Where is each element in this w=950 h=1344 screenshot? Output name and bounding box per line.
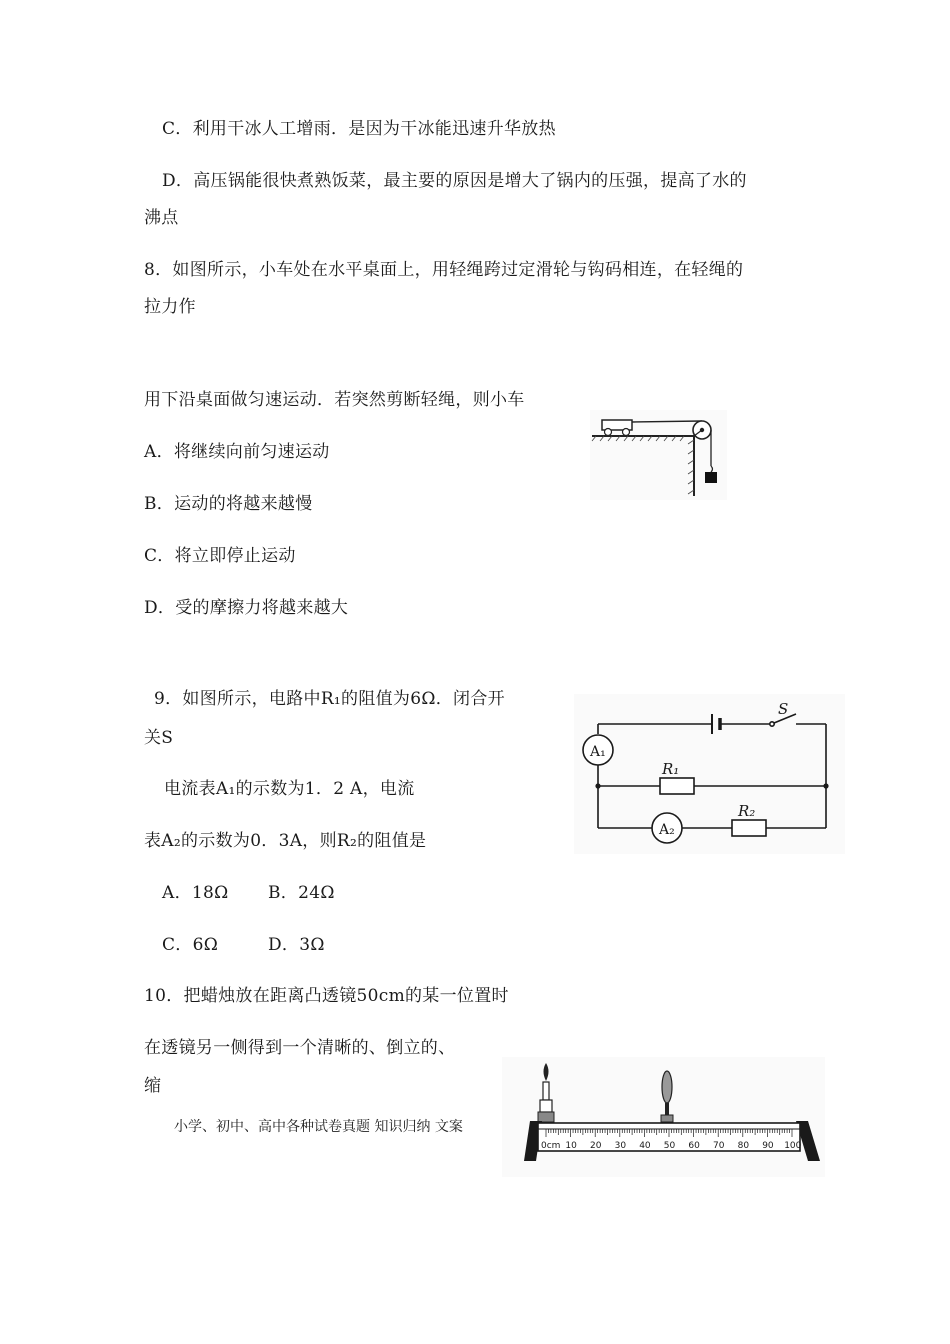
q9-option-a: A．18Ω — [162, 883, 229, 903]
cart-pulley-figure — [590, 410, 727, 500]
q9-stem-line4: 表A₂的示数为0．3A，则R₂的阻值是 — [144, 831, 427, 851]
optical-bench-figure — [502, 1057, 825, 1177]
footer-text: 小学、初中、高中各种试卷真题 知识归纳 文案 — [174, 1119, 463, 1135]
circuit-figure — [574, 694, 845, 854]
ammeter1-label: A₁ — [590, 744, 606, 760]
q8-option-b: B．运动的将越来越慢 — [144, 494, 313, 514]
ruler-tick-label: 60 — [688, 1141, 700, 1151]
q7-option-d-line1: D．高压锅能很快煮熟饭菜，最主要的原因是增大了锅内的压强，提高了水的 — [162, 171, 747, 191]
ruler-tick-label: 70 — [713, 1141, 725, 1151]
q8-stem-line3: 用下沿桌面做匀速运动．若突然剪断轻绳，则小车 — [144, 390, 525, 410]
ruler-tick-label: 10 — [565, 1141, 577, 1151]
ruler-tick-label: 20 — [590, 1141, 602, 1151]
q8-option-d: D．受的摩擦力将越来越大 — [144, 598, 349, 618]
switch-label: S — [778, 700, 789, 718]
q9-option-c: C．6Ω — [162, 935, 219, 955]
q9-option-b: B．24Ω — [268, 883, 335, 903]
q9-stem-line3: 电流表A₁的示数为1．2 A，电流 — [164, 779, 415, 799]
ruler-tick-label: 50 — [663, 1141, 676, 1151]
ruler-start-label: 0cm — [541, 1141, 561, 1151]
ruler-tick-label: 100 — [784, 1141, 802, 1151]
q10-stem-line2: 在透镜另一侧得到一个清晰的、倒立的、 — [144, 1038, 456, 1058]
q8-option-c: C．将立即停止运动 — [144, 546, 296, 566]
q9-option-d: D．3Ω — [268, 935, 325, 955]
resistor1-label: R₁ — [662, 760, 680, 778]
q8-option-a: A．将继续向前匀速运动 — [144, 442, 330, 462]
q9-stem-line1-text: 9．如图所示，电路中R₁的阻值为6Ω．闭合开 — [154, 689, 505, 709]
ammeter2-label: A₂ — [659, 822, 675, 838]
q8-stem-line1: 8．如图所示，小车处在水平桌面上，用轻绳跨过定滑轮与钩码相连，在轻绳的 — [144, 260, 744, 280]
q10-stem-line3: 缩 — [144, 1076, 162, 1096]
q9-stem-line1 — [154, 688, 505, 710]
ruler-tick-label: 40 — [639, 1141, 651, 1151]
q9-stem-line2: 关S — [144, 728, 174, 748]
ruler-tick-label: 90 — [762, 1141, 774, 1151]
q7-option-d-line2: 沸点 — [144, 208, 179, 228]
q8-stem-line2: 拉力作 — [144, 297, 196, 317]
resistor2-label: R₂ — [738, 802, 756, 820]
q10-stem-line1: 10．把蜡烛放在距离凸透镜50cm的某一位置时 — [144, 986, 509, 1006]
ruler-tick-label: 80 — [737, 1141, 750, 1151]
ruler-tick-label: 30 — [614, 1141, 627, 1151]
q7-option-c: C．利用干冰人工增雨．是因为干冰能迅速升华放热 — [162, 119, 556, 139]
